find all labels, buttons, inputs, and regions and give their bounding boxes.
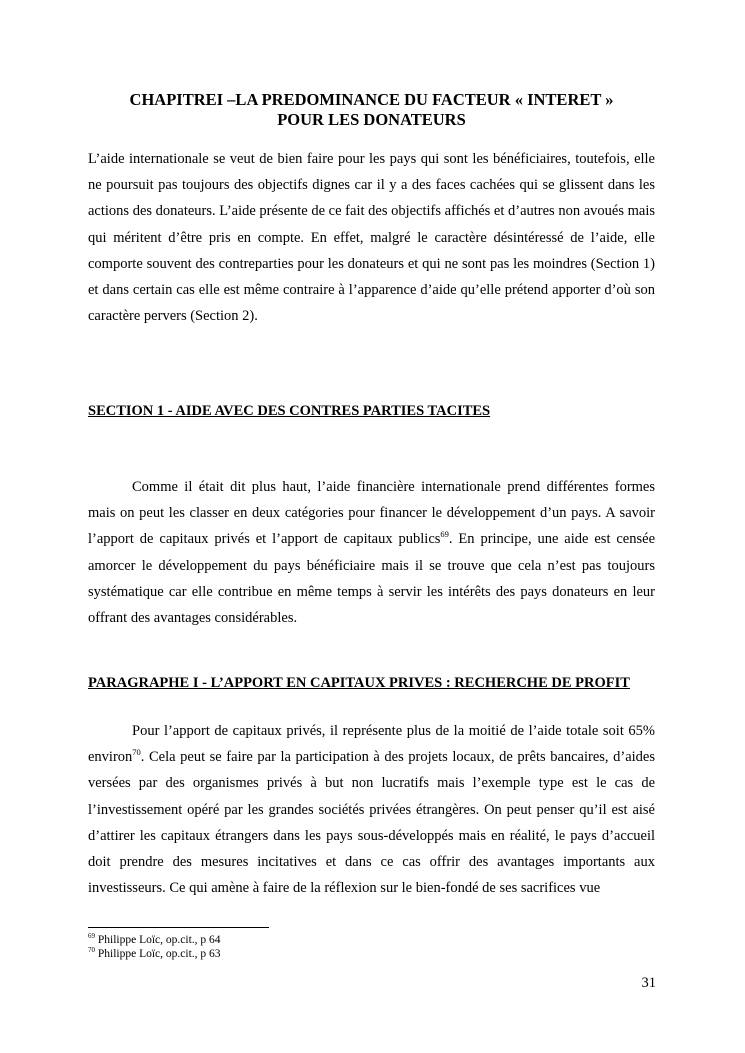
footnote-divider bbox=[88, 927, 269, 928]
paragraph-1-heading: PARAGRAPHE I - L’APPORT EN CAPITAUX PRIVES : RECHERCHE DE PROFIT bbox=[88, 675, 630, 691]
footnote-ref-70[interactable]: 70 bbox=[132, 747, 141, 758]
section-1-heading: SECTION 1 - AIDE AVEC DES CONTRES PARTIES TACITES bbox=[88, 403, 491, 419]
chapter-title-line1: CHAPITREI –LA PREDOMINANCE DU FACTEUR « INTERET » bbox=[129, 90, 614, 109]
paragraph-1-body bbox=[88, 718, 655, 901]
footnote-ref-69[interactable]: 69 bbox=[440, 529, 449, 540]
footnote-69-text: Philippe Loïc, op.cit., p 64 bbox=[95, 934, 221, 946]
paragraph-1-text-part2: . Cela peut se faire par la participation à des projets locaux, de prêts bancaires, d’aides versées par des organismes privés à but non lucratifs mais l’exemple type est le cas de l’investissement opéré par les grandes sociétés privées étrangères. On peut penser qu’il est aisé d’attirer les capitaux étrangers dans les pays sous-développés mais en réalité, le pays d’accueil doit prendre des mesures incitatives et dans ce cas offrir des avantages importants aux investisseurs. Ce qui amène à faire de la réflexion sur le bien-fondé de ses sacrifices vue bbox=[88, 749, 655, 897]
footnote-69 bbox=[88, 934, 221, 947]
section-1-text-part1: Comme il était dit plus haut, l’aide financière internationale prend différentes formes mais on peut les classer en deux catégories pour financer le développement d’un pays. A savoir l’apport de capitaux privés et l’apport de capitaux publics bbox=[88, 479, 655, 548]
footnote-70 bbox=[88, 948, 221, 961]
paragraph-1-text-part1: Pour l’apport de capitaux privés, il représente plus de la moitié de l’aide totale soit 65% environ bbox=[88, 723, 655, 766]
chapter-title-line2: POUR LES DONATEURS bbox=[277, 110, 466, 129]
section-1-paragraph bbox=[88, 474, 655, 631]
footnote-70-number: 70 bbox=[88, 946, 95, 955]
chapter-title bbox=[88, 90, 655, 130]
footnote-70-text: Philippe Loïc, op.cit., p 63 bbox=[95, 948, 221, 960]
intro-paragraph: L’aide internationale se veut de bien faire pour les pays qui sont les bénéficiaires, toutefois, elle ne poursuit pas toujours des objectifs dignes car il y a des faces cachées qui se glissent dans les actions des donateurs. L’aide présente de ce fait des objectifs affichés et d’autres non avoués mais qui méritent d’être pris en compte. En effet, malgré le caractère désintéressé de l’aide, elle comporte souvent des contreparties pour les donateurs et qui ne sont pas les moindres (Section 1) et dans certain cas elle est même contraire à l’apparence d’aide qu’elle prétend apporter d’où son caractère pervers (Section 2). bbox=[88, 151, 655, 325]
page-number: 31 bbox=[641, 975, 656, 991]
section-1-text-part2: . En principe, une aide est censée amorcer le développement du pays bénéficiaire mais il se trouve que cela n’est pas toujours systématique car elle contribue en même temps à servir les intérêts des pays donateurs en leur offrant des avantages considérables. bbox=[88, 531, 656, 627]
footnote-69-number: 69 bbox=[88, 932, 95, 941]
